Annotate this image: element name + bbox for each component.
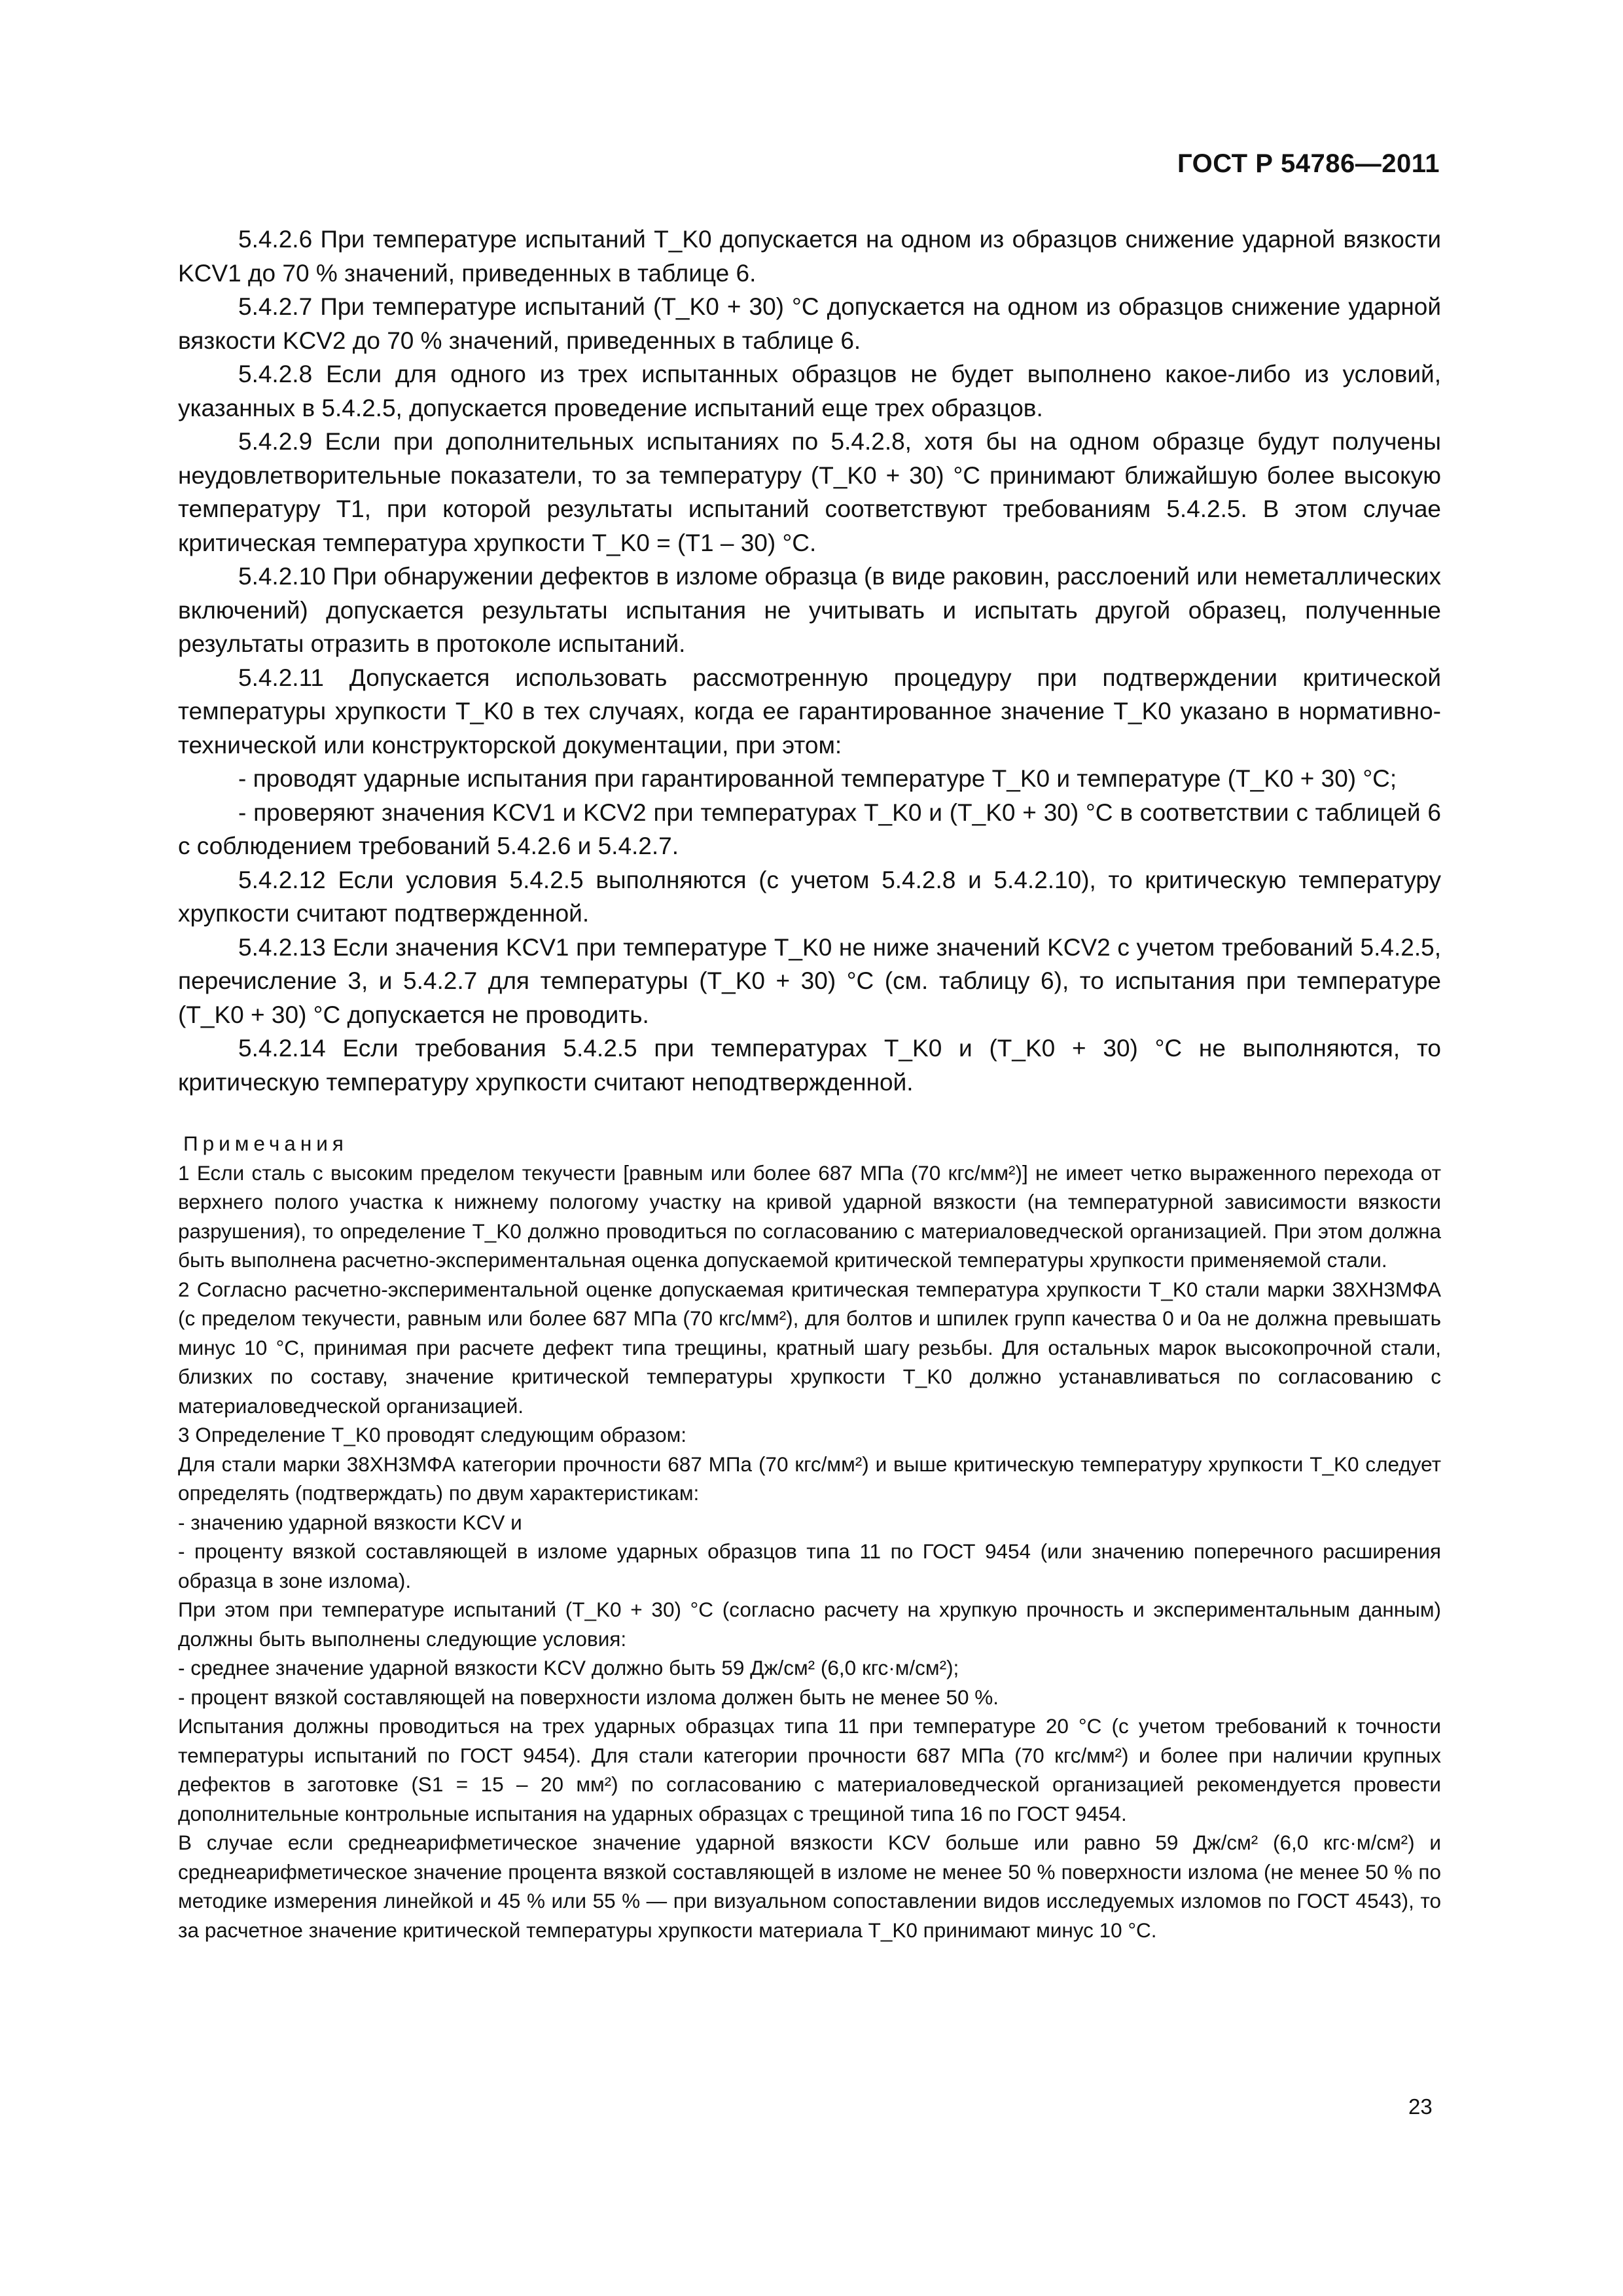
paragraph-5-4-2-11: 5.4.2.11 Допускается использовать рассмотренную процедуру при подтверждении критической температуры хрупкости T_K0 в тех случаях, когда ее гарантированное значение T_K0 указано в нормативно-технической или конструкторской документации, при этом: <box>178 664 1441 759</box>
note-2: 2 Согласно расчетно-экспериментальной оценке допускаемая критическая температура хрупкости T_K0 стали марки 38ХН3МФА (с пределом текучести, равным или более 687 МПа (70 кгс/мм²), для болтов и шпилек групп качества 0 и 0а не должна превышать минус 10 °С, принимая при расчете дефект типа трещины, кратный шагу резьбы. Для остальных марок высокопрочной стали, близких по составу, значение критической температуры хрупкости T_K0 должно устанавливаться по согласованию с материаловедческой организацией. <box>178 1277 1441 1418</box>
notes-section <box>178 1129 1441 1945</box>
paragraph-5-4-2-14: 5.4.2.14 Если требования 5.4.2.5 при температурах T_K0 и (T_K0 + 30) °С не выполняются, то критическую температуру хрупкости считают неподтвержденной. <box>178 1035 1441 1096</box>
main-text <box>178 223 1441 1099</box>
note-3-text: В случае если среднеарифметическое значение ударной вязкости KCV больше или равно 59 Дж/см² (6,0 кгс·м/см²) и среднеарифметическое значение процента вязкой составляющей в изломе не менее 50 % поверхности излома (не менее 50 % по методике измерения линейкой и 45 % или 55 % — при визуальном сопоставлении видов исследуемых изломов по ГОСТ 4543), то за расчетное значение критической температуры хрупкости материала T_K0 принимают минус 10 °С. <box>178 1831 1441 1942</box>
list-item: - проводят ударные испытания при гарантированной температуре T_K0 и температуре (T_K0 + 30) °С; <box>238 765 1397 792</box>
note-3-text: Для стали марки 38ХН3МФА категории прочности 687 МПа (70 кгс/мм²) и выше критическую температуру хрупкости T_K0 следует определять (подтверждать) по двум характеристикам: <box>178 1452 1441 1505</box>
note-3-text: Испытания должны проводиться на трех ударных образцах типа 11 при температуре 20 °С (с учетом требований к точности температуры испытаний по ГОСТ 9454). Для стали категории прочности 687 МПа (70 кгс/мм²) и более при наличии крупных дефектов в заготовке (S1 = 15 – 20 мм²) по согласованию с материаловедческой организацией рекомендуется провести дополнительные контрольные испытания на ударных образцах с трещиной типа 16 по ГОСТ 9454. <box>178 1714 1441 1825</box>
paragraph-5-4-2-9: 5.4.2.9 Если при дополнительных испытаниях по 5.4.2.8, хотя бы на одном образце будут получены неудовлетворительные показатели, то за температуру (T_K0 + 30) °С принимают ближайшую более высокую температуру T1, при которой результаты испытаний соответствуют требованиям 5.4.2.5. В этом случае критическая температура хрупкости T_K0 = (T1 – 30) °С. <box>178 428 1441 556</box>
paragraph-5-4-2-13: 5.4.2.13 Если значения KCV1 при температуре T_K0 не ниже значений KCV2 с учетом требований 5.4.2.5, перечисление 3, и 5.4.2.7 для температуры (T_K0 + 30) °С (см. таблицу 6), то испытания при температуре (T_K0 + 30) °С допускается не проводить. <box>178 933 1441 1028</box>
page-number: 23 <box>1408 2094 1433 2119</box>
paragraph-5-4-2-6: 5.4.2.6 При температуре испытаний T_K0 допускается на одном из образцов снижение ударной вязкости KCV1 до 70 % значений, приведенных в таблице 6. <box>178 226 1441 287</box>
notes-title: Примечания <box>183 1132 348 1155</box>
list-item: - среднее значение ударной вязкости KCV должно быть 59 Дж/см² (6,0 кгс·м/см²); <box>178 1656 959 1679</box>
list-item: - проценту вязкой составляющей в изломе ударных образцов типа 11 по ГОСТ 9454 (или значению поперечного расширения образца в зоне излома). <box>178 1539 1441 1592</box>
list-item: - значению ударной вязкости KCV и <box>178 1510 522 1534</box>
paragraph-5-4-2-8: 5.4.2.8 Если для одного из трех испытанных образцов не будет выполнено какое-либо из условий, указанных в 5.4.2.5, допускается проведение испытаний еще трех образцов. <box>178 361 1441 422</box>
paragraph-5-4-2-7: 5.4.2.7 При температуре испытаний (T_K0 + 30) °С допускается на одном из образцов снижение ударной вязкости KCV2 до 70 % значений, приведенных в таблице 6. <box>178 293 1441 354</box>
list-item: - процент вязкой составляющей на поверхности излома должен быть не менее 50 %. <box>178 1685 999 1709</box>
paragraph-5-4-2-12: 5.4.2.12 Если условия 5.4.2.5 выполняются (с учетом 5.4.2.8 и 5.4.2.10), то критическую температуру хрупкости считают подтвержденной. <box>178 866 1441 927</box>
note-3-text: При этом при температуре испытаний (T_K0 + 30) °С (согласно расчету на хрупкую прочность и экспериментальным данным) должны быть выполнены следующие условия: <box>178 1598 1441 1651</box>
note-3: 3 Определение T_K0 проводят следующим образом: <box>178 1423 687 1446</box>
paragraph-5-4-2-10: 5.4.2.10 При обнаружении дефектов в изломе образца (в виде раковин, расслоений или неметаллических включений) допускается результаты испытания не учитывать и испытать другой образец, полученные результаты отразить в протоколе испытаний. <box>178 563 1441 657</box>
document-code-header: ГОСТ Р 54786—2011 <box>1177 149 1440 178</box>
note-1: 1 Если сталь с высоким пределом текучести [равным или более 687 МПа (70 кгс/мм²)] не имеет четко выраженного перехода от верхнего полого участка к нижнему пологому участку на кривой ударной вязкости (на температурной зависимости вязкости разрушения), то определение T_K0 должно проводиться по согласованию с материаловедческой организацией. При этом должна быть выполнена расчетно-экспериментальная оценка допускаемой критической температуры хрупкости применяемой стали. <box>178 1160 1441 1272</box>
list-item: - проверяют значения KCV1 и KCV2 при температурах T_K0 и (T_K0 + 30) °С в соответствии с таблицей 6 с соблюдением требований 5.4.2.6 и 5.4.2.7. <box>178 798 1441 859</box>
